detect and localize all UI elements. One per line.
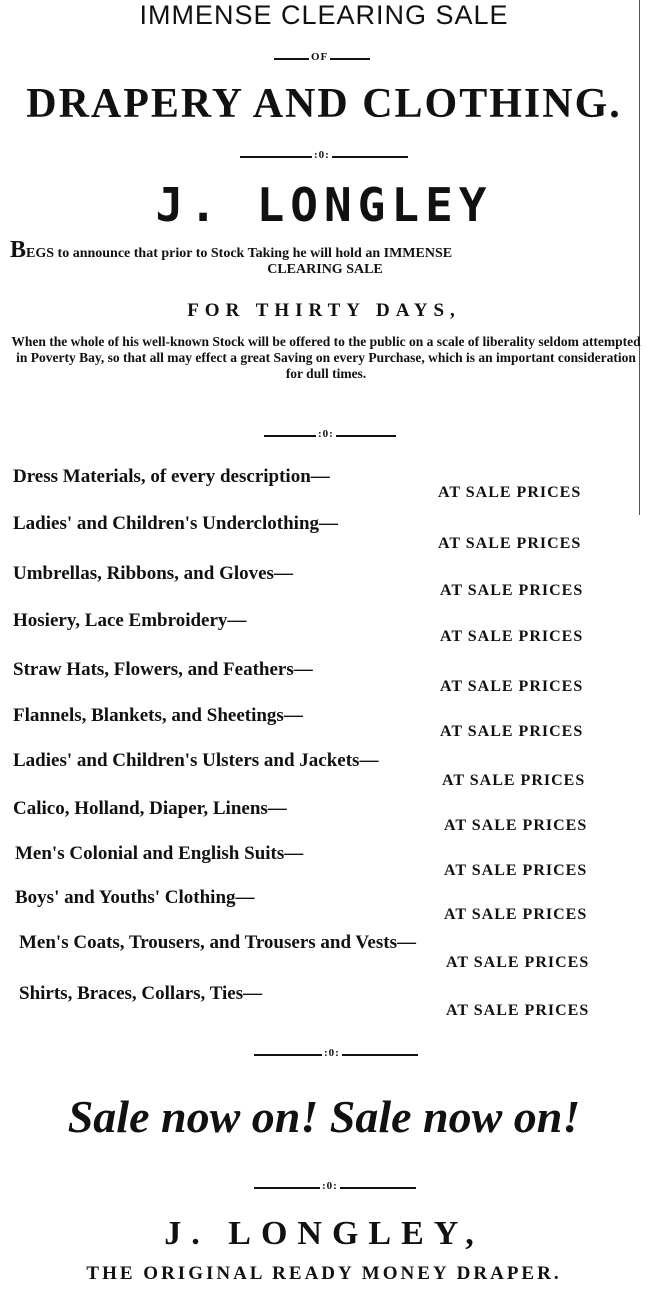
- list-item-name: Flannels, Blankets, and Sheetings—: [13, 705, 303, 726]
- sale-description: When the whole of his well-known Stock will be offered to the public on a scale of liberality seldom attempted in Poverty Bay, so that all may effect a great Saving on every Purchase, which is an important consideration for dull times.: [11, 334, 641, 381]
- list-item-price: AT SALE PRICES: [446, 1002, 590, 1019]
- list-item-name: Ladies' and Children's Ulsters and Jackets—: [13, 750, 379, 771]
- footer-merchant-name: J. LONGLEY,: [164, 1215, 484, 1252]
- headline: IMMENSE CLEARING SALE: [139, 0, 509, 30]
- list-item-price: AT SALE PRICES: [440, 723, 584, 740]
- page-title: DRAPERY AND CLOTHING.: [26, 81, 622, 127]
- list-item-name: Straw Hats, Flowers, and Feathers—: [13, 659, 313, 680]
- of-label: OF: [311, 51, 329, 63]
- list-item-name: Ladies' and Children's Underclothing—: [13, 513, 339, 534]
- list-item-price: AT SALE PRICES: [440, 678, 584, 695]
- divider-mark-4: :0:: [322, 1180, 338, 1192]
- divider-mark-2: :0:: [318, 428, 334, 440]
- list-item-price: AT SALE PRICES: [438, 535, 582, 552]
- list-item-price: AT SALE PRICES: [438, 484, 582, 501]
- list-item-name: Umbrellas, Ribbons, and Gloves—: [13, 563, 293, 584]
- list-item-name: Men's Colonial and English Suits—: [15, 843, 304, 864]
- list-item-price: AT SALE PRICES: [446, 954, 590, 971]
- list-item-price: AT SALE PRICES: [444, 862, 588, 879]
- footer-tagline: THE ORIGINAL READY MONEY DRAPER.: [86, 1263, 562, 1284]
- sale-duration: FOR THIRTY DAYS,: [187, 300, 461, 321]
- list-item-price: AT SALE PRICES: [442, 772, 586, 789]
- divider-mark-3: :0:: [324, 1047, 340, 1059]
- merchant-name: J. LONGLEY: [155, 178, 493, 232]
- list-item-name: Hosiery, Lace Embroidery—: [13, 610, 247, 631]
- list-item-name: Calico, Holland, Diaper, Linens—: [13, 798, 287, 819]
- intro-text: [10, 237, 640, 278]
- list-item-price: AT SALE PRICES: [444, 906, 588, 923]
- sale-slogan: Sale now on! Sale now on!: [67, 1091, 581, 1142]
- intro-line-2: CLEARING SALE: [267, 262, 383, 277]
- intro-line-1: EGS to announce that prior to Stock Taking he will hold an IMMENSE: [26, 246, 453, 261]
- list-item-price: AT SALE PRICES: [444, 817, 588, 834]
- divider-mark-1: :0:: [314, 149, 330, 161]
- list-item-name: Shirts, Braces, Collars, Ties—: [19, 983, 263, 1004]
- list-item-name: Men's Coats, Trousers, and Trousers and Vests—: [19, 932, 416, 953]
- list-item-name: Boys' and Youths' Clothing—: [15, 887, 255, 908]
- list-item-name: Dress Materials, of every description—: [13, 466, 330, 487]
- list-item-price: AT SALE PRICES: [440, 628, 584, 645]
- list-item-price: AT SALE PRICES: [440, 582, 584, 599]
- drop-cap: B: [10, 237, 27, 263]
